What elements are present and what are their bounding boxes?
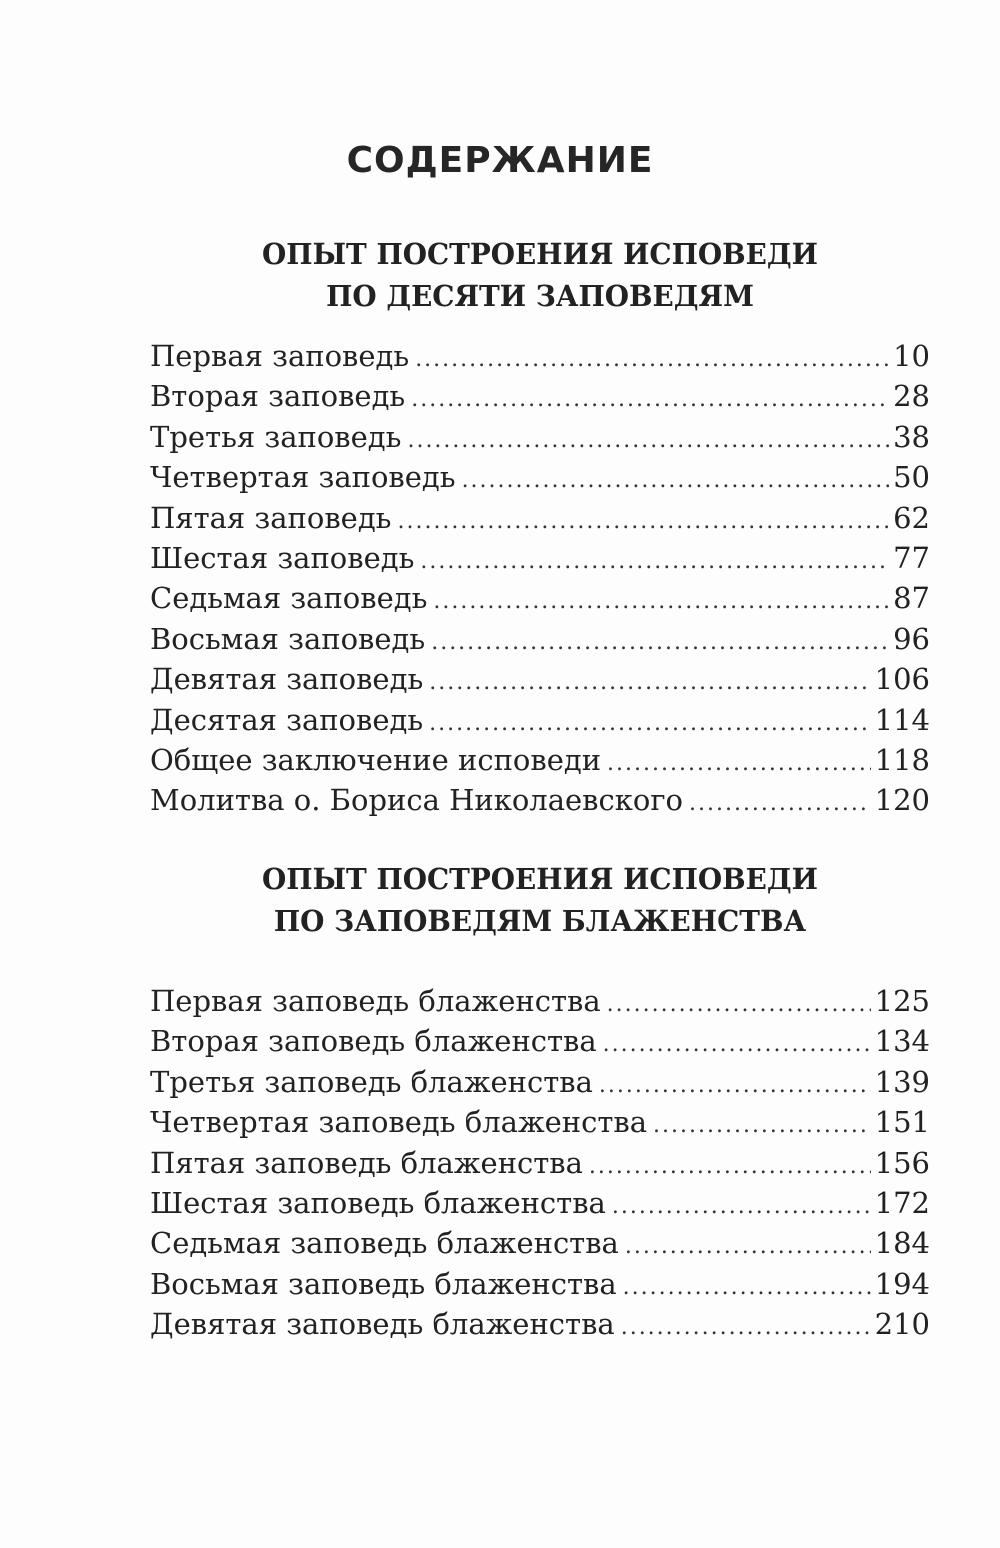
toc-entry-label: Седьмая заповедь блаженства <box>150 1226 619 1261</box>
toc-entry-label: Третья заповедь <box>150 419 402 454</box>
toc-entry[interactable] <box>150 1062 930 1102</box>
toc-entry-label: Вторая заповедь блаженства <box>150 1024 597 1059</box>
section-title-line: ПО ДЕСЯТИ ЗАПОВЕДЯМ <box>326 279 754 313</box>
toc-entry-label: Шестая заповедь блаженства <box>150 1185 606 1220</box>
toc-entry-label: Девятая заповедь блаженства <box>150 1307 615 1342</box>
dot-leader <box>603 1025 871 1061</box>
toc-entry-label: Пятая заповедь блаженства <box>150 1145 583 1180</box>
toc-entry[interactable] <box>150 659 930 699</box>
dot-leader <box>397 502 889 538</box>
toc-entry[interactable] <box>150 498 930 538</box>
toc-entry-label: Девятая заповедь <box>150 662 424 697</box>
dot-leader <box>431 623 889 659</box>
dot-leader <box>689 784 871 820</box>
toc-entry[interactable] <box>150 417 930 457</box>
toc-entry-page: 38 <box>893 419 930 454</box>
toc-entry-page: 87 <box>893 581 930 616</box>
toc-entry-page: 139 <box>874 1064 930 1099</box>
toc-entry-page: 156 <box>874 1145 930 1180</box>
toc-entry-label: Шестая заповедь <box>150 540 415 575</box>
toc-entry-page: 120 <box>874 783 930 818</box>
toc-entry[interactable] <box>150 1264 930 1304</box>
dot-leader <box>462 461 890 497</box>
toc-entry-label: Первая заповедь блаженства <box>150 984 601 1018</box>
toc-entry-label: Пятая заповедь <box>150 500 392 535</box>
toc-entry[interactable] <box>150 1304 930 1344</box>
toc-entry-label: Вторая заповедь <box>150 379 406 414</box>
toc-entry-page: 77 <box>893 540 930 575</box>
dot-leader <box>429 663 870 699</box>
toc-entry-page: 62 <box>893 500 930 535</box>
dot-leader <box>433 582 889 618</box>
dot-leader <box>589 1147 871 1183</box>
dot-leader <box>429 704 870 740</box>
dot-leader <box>607 744 871 780</box>
toc-entry-page: 125 <box>874 984 930 1018</box>
toc-entry-label: Десятая заповедь <box>150 702 424 737</box>
toc-entry[interactable] <box>150 1021 930 1061</box>
toc-entry[interactable] <box>150 336 930 376</box>
toc-entry[interactable] <box>150 700 930 740</box>
toc-entry[interactable] <box>150 1102 930 1142</box>
toc-entry-label: Четвертая заповедь <box>150 460 456 495</box>
toc-entry-page: 134 <box>874 1024 930 1059</box>
dot-leader <box>623 1268 871 1304</box>
toc-entry-page: 118 <box>874 742 930 777</box>
toc-entry-label: Восьмая заповедь <box>150 621 426 656</box>
toc-entry[interactable] <box>150 619 930 659</box>
toc-entry-page: 96 <box>893 621 930 656</box>
dot-leader <box>607 985 871 1021</box>
toc-list-ten-commandments <box>150 336 930 821</box>
toc-entry-page: 10 <box>893 339 930 373</box>
toc-entry[interactable] <box>150 1183 930 1223</box>
toc-entry[interactable] <box>150 780 930 820</box>
toc-entry[interactable] <box>150 981 930 1021</box>
dot-leader <box>415 340 889 376</box>
dot-leader <box>411 380 889 416</box>
toc-entry[interactable] <box>150 578 930 618</box>
toc-entry-page: 106 <box>874 662 930 697</box>
section-title-ten-commandments <box>166 233 915 317</box>
toc-entry-label: Первая заповедь <box>150 339 410 373</box>
section-title-line: ПО ЗАПОВЕДЯМ БЛАЖЕНСТВА <box>273 904 807 938</box>
toc-entry[interactable] <box>150 1223 930 1263</box>
toc-entry[interactable] <box>150 457 930 497</box>
section-title-line: ОПЫТ ПОСТРОЕНИЯ ИСПОВЕДИ <box>262 237 818 271</box>
dot-leader <box>612 1187 871 1223</box>
toc-entry-page: 28 <box>893 379 930 414</box>
dot-leader <box>621 1308 871 1344</box>
toc-entry-label: Восьмая заповедь блаженства <box>150 1266 617 1301</box>
toc-entry[interactable] <box>150 376 930 416</box>
toc-entry-page: 151 <box>874 1105 930 1140</box>
dot-leader <box>625 1227 871 1263</box>
toc-entry[interactable] <box>150 538 930 578</box>
section-title-beatitudes <box>166 858 915 942</box>
page-title: СОДЕРЖАНИЕ <box>346 140 654 181</box>
dot-leader <box>599 1066 871 1102</box>
toc-entry-page: 114 <box>874 702 930 737</box>
toc-entry-label: Седьмая заповедь <box>150 581 428 616</box>
toc-entry-page: 172 <box>874 1185 930 1220</box>
toc-entry-page: 210 <box>874 1307 930 1342</box>
dot-leader <box>653 1106 871 1142</box>
toc-entry-label: Четвертая заповедь блаженства <box>150 1105 648 1140</box>
toc-entry[interactable] <box>150 1143 930 1183</box>
section-title-line: ОПЫТ ПОСТРОЕНИЯ ИСПОВЕДИ <box>262 862 818 896</box>
toc-entry-label: Третья заповедь блаженства <box>150 1064 593 1099</box>
toc-entry-label: Молитва о. Бориса Николаевского <box>150 783 683 818</box>
toc-entry-page: 50 <box>893 460 930 495</box>
toc-entry-page: 194 <box>874 1266 930 1301</box>
toc-entry-page: 184 <box>874 1226 930 1261</box>
toc-entry[interactable] <box>150 740 930 780</box>
toc-list-beatitudes <box>150 981 930 1345</box>
dot-leader <box>420 542 889 578</box>
toc-entry-label: Общее заключение исповеди <box>150 742 602 777</box>
dot-leader <box>407 421 889 457</box>
